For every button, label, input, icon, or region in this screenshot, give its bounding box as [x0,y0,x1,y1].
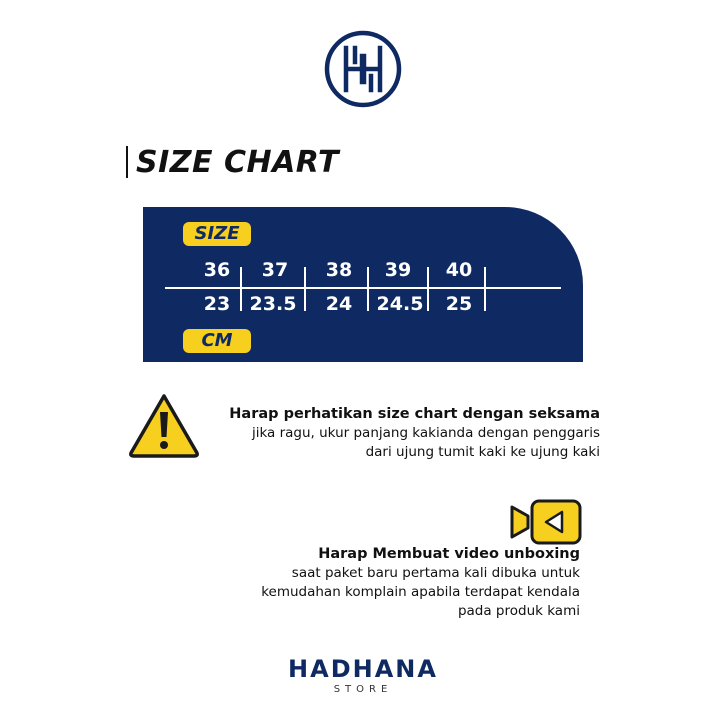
chart-column-divider [304,267,306,311]
brand-name: HADHANA [288,655,438,683]
size-label-badge: SIZE [183,222,251,246]
cm-label-badge: CM [183,329,251,353]
chart-column-divider [367,267,369,311]
size-value: 39 [384,259,412,281]
size-value: 37 [261,259,289,281]
page-title: SIZE CHART [136,144,340,180]
unboxing-video-note [180,545,580,621]
cm-value: 23 [203,293,231,315]
cm-value: 25 [445,293,473,315]
size-value: 40 [445,259,473,281]
size-chart-heading [126,144,339,180]
warning-triangle-icon [128,392,200,458]
warning-line: dari ujung tumit kaki ke ujung kaki [365,444,600,460]
cm-value: 24 [325,293,353,315]
video-title: Harap Membuat video unboxing [318,546,580,562]
size-warning-note [200,405,600,462]
size-value: 36 [203,259,231,281]
video-line: kemudahan komplain apabila terdapat kendala [261,584,580,600]
cm-value: 24.5 [376,293,424,315]
brand-logo-icon [322,28,404,110]
cm-value: 23.5 [249,293,297,315]
video-camera-icon [508,498,584,546]
size-chart-panel [143,207,583,362]
warning-title: Harap perhatikan size chart dengan seksama [229,406,600,422]
video-line: pada produk kami [457,603,580,619]
brand-subtitle: STORE [333,684,393,695]
brand-wordmark [263,655,463,697]
warning-line: jika ragu, ukur panjang kakianda dengan penggaris [251,425,600,441]
chart-divider-line [165,287,561,289]
video-line: saat paket baru pertama kali dibuka untuk [291,565,580,581]
size-value: 38 [325,259,353,281]
heading-divider [126,146,128,178]
